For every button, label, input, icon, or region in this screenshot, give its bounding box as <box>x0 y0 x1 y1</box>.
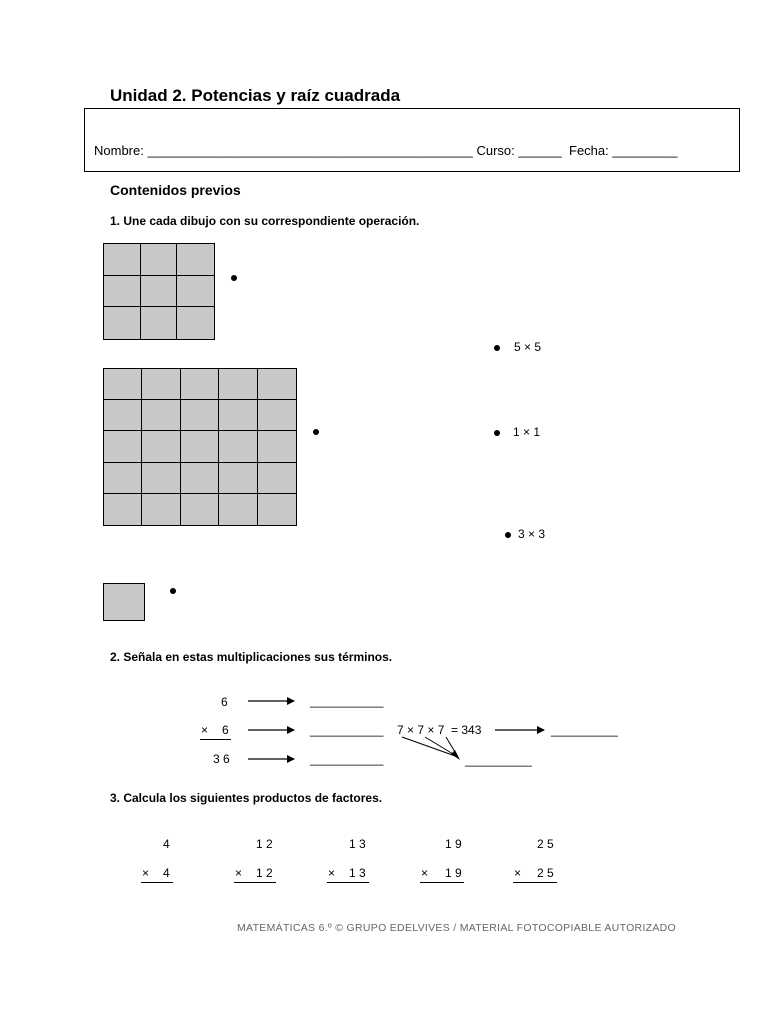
answer-blank-factor-2[interactable]: ___________ <box>310 723 384 737</box>
problem-2-top: 1 2 <box>256 837 273 851</box>
option-1x1: 1 × 1 <box>513 425 541 439</box>
problem-5-top: 2 5 <box>537 837 554 851</box>
problem-3-times: × <box>328 866 336 880</box>
option-3x3: 3 × 3 <box>518 527 546 541</box>
section-title: Contenidos previos <box>110 182 241 198</box>
problem-5-rule <box>513 882 557 883</box>
answer-blank-product[interactable]: ___________ <box>310 752 384 766</box>
product: 3 6 <box>213 752 230 766</box>
fecha-field[interactable]: _________ <box>612 143 678 158</box>
footer-copyright: MATEMÁTICAS 6.º © GRUPO EDELVIVES / MATERIAL FOTOCOPIABLE AUTORIZADO <box>237 922 677 934</box>
answer-blank-result[interactable]: __________ <box>551 723 618 737</box>
problem-4-bottom: 1 9 <box>445 866 462 880</box>
factor-1: 6 <box>221 695 228 709</box>
option-5x5: 5 × 5 <box>514 340 542 354</box>
page-title: Unidad 2. Potencias y raíz cuadrada <box>110 86 401 105</box>
times-sign: × <box>201 723 209 737</box>
answer-blank-factor-1[interactable]: ___________ <box>310 694 384 708</box>
problem-4-top: 1 9 <box>445 837 462 851</box>
problem-4-rule <box>420 882 464 883</box>
fecha-label: Fecha: <box>569 143 609 158</box>
curso-label: Curso: <box>476 143 515 158</box>
problem-2-rule <box>234 882 276 883</box>
question-2-prompt: 2. Señala en estas multiplicaciones sus términos. <box>110 650 393 664</box>
nombre-label: Nombre: <box>94 143 144 158</box>
problem-1-bottom: 4 <box>163 866 170 880</box>
problem-4-times: × <box>421 866 429 880</box>
problem-5-times: × <box>514 866 522 880</box>
problem-1-times: × <box>142 866 150 880</box>
problem-3-bottom: 1 3 <box>349 866 366 880</box>
problem-5-bottom: 2 5 <box>537 866 554 880</box>
problem-3-rule <box>327 882 369 883</box>
problem-1-top: 4 <box>163 837 170 851</box>
factor-2: 6 <box>222 723 229 737</box>
power-expression: 7 × 7 × 7 = 343 <box>397 723 482 737</box>
answer-blank-factors[interactable]: __________ <box>465 753 532 767</box>
question-3-prompt: 3. Calcula los siguientes productos de factores. <box>110 791 383 805</box>
curso-field[interactable]: ______ <box>518 143 562 158</box>
nombre-field[interactable]: _____________________________________________ <box>147 143 473 158</box>
problem-3-top: 1 3 <box>349 837 366 851</box>
problem-2-bottom: 1 2 <box>256 866 273 880</box>
question-1-prompt: 1. Une cada dibujo con su correspondiente operación. <box>110 214 420 228</box>
problem-2-times: × <box>235 866 243 880</box>
problem-1-rule <box>141 882 173 883</box>
